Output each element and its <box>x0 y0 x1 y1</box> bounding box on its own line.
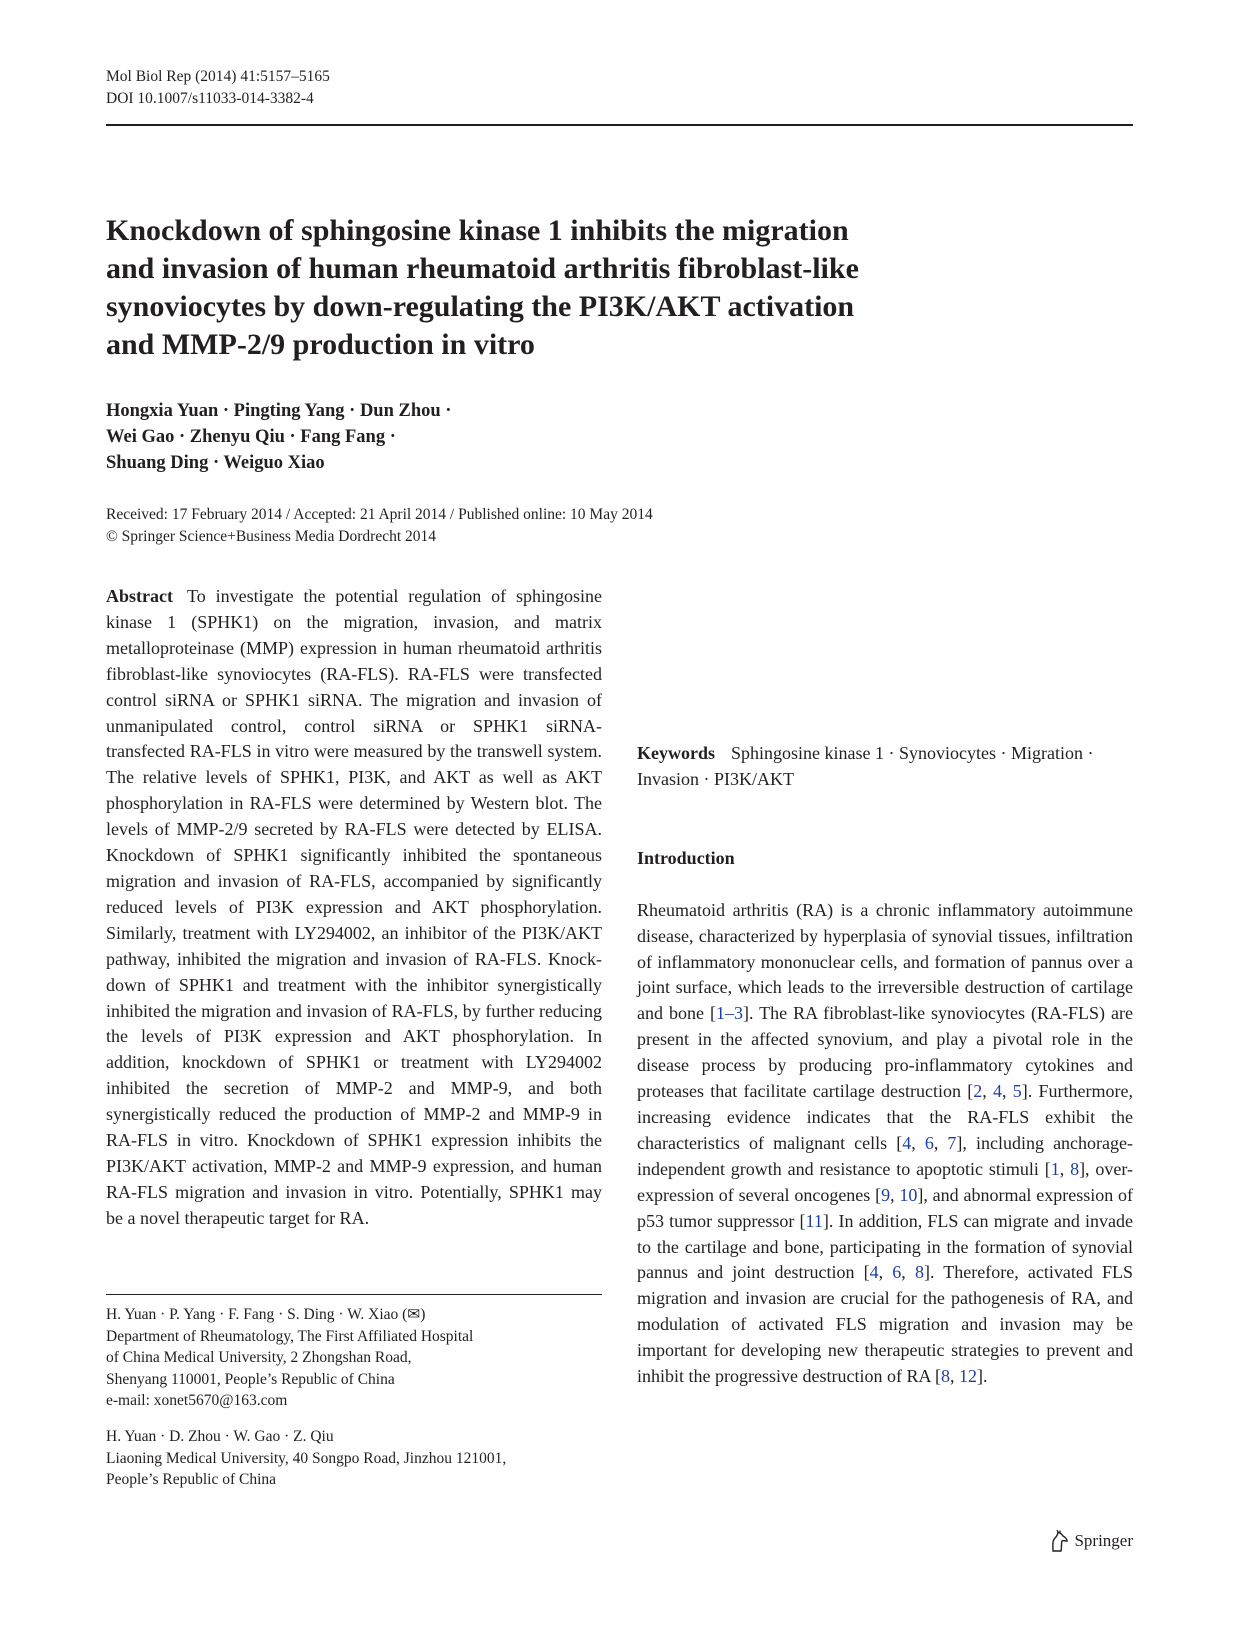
introduction-text: Rheumatoid arthritis (RA) is a chronic inflammatory autoimmune disease, characterized by hyperplasia of synovial tissues, infiltration of inflammatory mononuclear cells, and formation of pannus over a joint surface, which leads to the irreversible destruction of cartilage and bone [ <box>637 899 1133 1024</box>
introduction-text: , <box>982 1081 993 1102</box>
keywords-label: Keywords <box>637 743 715 763</box>
reference-link[interactable]: 1 <box>1050 1158 1060 1179</box>
introduction-text: ]. In addition, FLS can migrate and invade to the cartilage and bone, participating in the formation of synovial pannus and joint destruction [ <box>637 1210 1134 1283</box>
reference-link[interactable]: 5 <box>1012 1081 1022 1102</box>
reference-link[interactable]: 6 <box>892 1262 902 1283</box>
reference-link[interactable]: 9 <box>881 1184 891 1205</box>
introduction-text: ]. Therefore, activated FLS migration and invasion are crucial for the pathogenesis of RA, and modulation of activated FLS migration and invasion may be important for developing new therapeutic strategies to prevent and inhibit the progressive destruction of RA [ <box>637 1262 1134 1387</box>
abstract-continuation-space <box>637 584 1133 718</box>
publisher-name: Springer <box>1074 1531 1133 1550</box>
publication-history <box>106 504 653 548</box>
introduction-body <box>637 898 1133 1390</box>
reference-link[interactable]: 8 <box>1070 1158 1080 1179</box>
footnote-rule <box>106 1294 602 1295</box>
title-line-1: Knockdown of sphingosine kinase 1 inhibits the migration <box>106 214 849 247</box>
left-column <box>106 584 602 1232</box>
introduction-text: ]. Furthermore, increasing evidence indicates that the RA-FLS exhibit the characteristics of malignant cells [ <box>637 1081 1134 1153</box>
reference-link[interactable]: 2 <box>973 1081 983 1102</box>
introduction-text: , <box>878 1262 893 1283</box>
reference-link[interactable]: 4 <box>993 1081 1002 1102</box>
article-title <box>106 212 1006 364</box>
affiliation-2 <box>106 1426 506 1491</box>
title-line-4: and MMP-2/9 production in vitro <box>106 328 535 361</box>
author-list <box>106 398 451 476</box>
affiliation-2-line-1: Liaoning Medical University, 40 Songpo Road, Jinzhou 121001, <box>106 1449 507 1467</box>
introduction-text: ], and abnormal expression of p53 tumor suppressor [ <box>637 1184 1133 1231</box>
reference-link[interactable]: 12 <box>958 1366 977 1387</box>
reference-link[interactable]: 11 <box>805 1210 823 1231</box>
keywords <box>637 741 1133 793</box>
reference-link[interactable]: 7 <box>947 1132 957 1153</box>
reference-link[interactable]: 8 <box>914 1262 924 1283</box>
affiliation-1-names: H. Yuan · P. Yang · F. Fang · S. Ding · W. Xiao (✉) <box>106 1306 426 1323</box>
header-rule <box>106 124 1133 126</box>
affiliation-1-email[interactable]: e-mail: xonet5670@163.com <box>106 1392 288 1409</box>
affiliation-1 <box>106 1304 473 1412</box>
doi[interactable]: DOI 10.1007/s11033-014-3382-4 <box>106 90 314 107</box>
affiliation-1-line-1: Department of Rheumatology, The First Affiliated Hospital <box>106 1327 474 1345</box>
reference-link[interactable]: 8 <box>940 1366 950 1387</box>
journal-header <box>106 66 330 110</box>
title-line-2: and invasion of human rheumatoid arthritis fibroblast-like <box>106 252 859 285</box>
introduction-text: , <box>1059 1158 1071 1179</box>
affiliation-1-line-2: of China Medical University, 2 Zhongshan Road, <box>106 1349 412 1366</box>
reference-link[interactable]: 4 <box>869 1262 879 1283</box>
title-line-3: synoviocytes by down-regulating the PI3K/AKT activation <box>106 290 855 323</box>
publisher-logo <box>1048 1529 1133 1553</box>
abstract-text: To investigate the potential regulation of sphingosine kinase 1 (SPHK1) on the migration, invasion, and matrix metalloproteinase (MMP) expression in human rheumatoid arthritis fibroblast-like synoviocytes (RA-FLS). RA-FLS were transfected control siRNA or SPHK1 siRNA. The migration and invasion of unmanipulated control, control siRNA or SPHK1 siRNA- transfected RA-FLS in vitro were measured by the transwell system. The relative levels of SPHK1, PI3K, and AKT as well as AKT phosphorylation in RA-FLS were determined by Western blot. The levels of MMP-2/9 secreted by RA-FLS were detected by ELISA. Knockdown of SPHK1 significantly inhibited the spontaneous migration and invasion of RA-FLS, accompanied by significantly reduced levels of PI3K expression and AKT phosphorylation. Similarly, treatment with LY294002, an inhibitor of the PI3K/AKT pathway, inhibited the migration and invasion of RA-FLS. Knockdown of SPHK1 and treatment with the inhibitor synergistically inhibited the migration and invasion of RA-FLS, by further reducing the levels of PI3K expression and AKT phosphorylation. In addition, knockdown of SPHK1 or treatment with LY294002 inhibited the secretion of MMP-2 and MMP-9, and both synergistically reduced the production of MMP-2 and MMP-9 in RA-FLS in vitro. Knockdown of SPHK1 expression inhibits the PI3K/AKT activation, MMP-2 and MMP-9 expression, and human RA-FLS migration and invasion in vitro. Potentially, SPHK1 may be a novel therapeutic target for RA. <box>106 586 602 1228</box>
affiliation-2-line-2: People’s Republic of China <box>106 1471 277 1488</box>
introduction-text: , <box>949 1366 959 1387</box>
introduction-text: ], including anchorage-independent growth and resistance to apoptotic stimuli [ <box>637 1132 1134 1179</box>
introduction-text: , <box>911 1132 925 1153</box>
journal-citation: Mol Biol Rep (2014) 41:5157–5165 <box>106 68 330 85</box>
right-column <box>637 584 1133 1390</box>
abstract-label: Abstract <box>106 586 173 606</box>
introduction-text: ]. The RA fibroblast-like synoviocytes (RA-FLS) are present in the affected synovium, and play a pivotal role in the disease process by producing pro-inflammatory cytokines and proteases that facilitate cartilage destruction [ <box>637 1003 1133 1102</box>
reference-link[interactable]: 6 <box>924 1132 934 1153</box>
introduction-text: , <box>1002 1081 1013 1102</box>
keywords-text: Sphingosine kinase 1 · Synoviocytes · Migration · Invasion · PI3K/AKT <box>637 743 1094 789</box>
reference-link[interactable]: 10 <box>899 1184 918 1205</box>
reference-link[interactable]: 4 <box>902 1132 912 1153</box>
dates-history: Received: 17 February 2014 / Accepted: 21 April 2014 / Published online: 10 May 2014 <box>106 506 653 523</box>
introduction-text: ]. <box>976 1366 988 1387</box>
copyright: © Springer Science+Business Media Dordrecht 2014 <box>106 528 437 545</box>
reference-link[interactable]: 1–3 <box>715 1003 743 1024</box>
affiliation-1-line-3: Shenyang 110001, People’s Republic of China <box>106 1370 395 1388</box>
introduction-heading: Introduction <box>637 847 735 868</box>
author-line-3: Shuang Ding · Weiguo Xiao <box>106 453 325 473</box>
springer-horse-icon <box>1048 1529 1070 1553</box>
author-line-2: Wei Gao · Zhenyu Qiu · Fang Fang · <box>106 427 396 447</box>
author-line-1: Hongxia Yuan · Pingting Yang · Dun Zhou · <box>106 401 452 421</box>
affiliation-2-names: H. Yuan · D. Zhou · W. Gao · Z. Qiu <box>106 1428 334 1445</box>
introduction-text: , <box>901 1262 915 1283</box>
introduction-text: , <box>890 1184 900 1205</box>
abstract <box>106 584 602 1232</box>
introduction-text: , <box>933 1132 948 1153</box>
introduction-text: ], over-expression of several oncogenes [ <box>637 1158 1134 1205</box>
